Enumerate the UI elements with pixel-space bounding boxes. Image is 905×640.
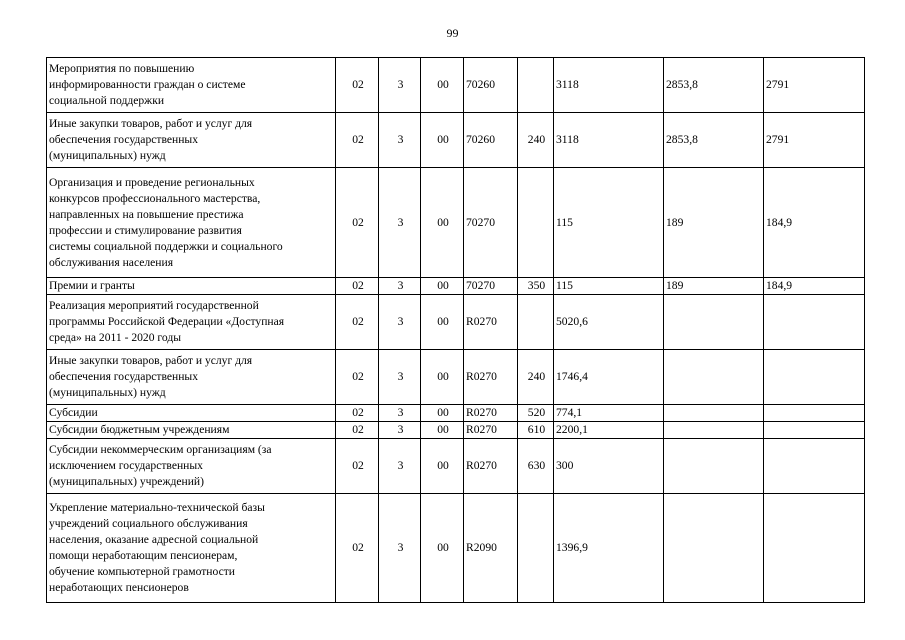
amount-3-cell: 184,9 xyxy=(764,168,865,278)
expense-type-cell: 350 xyxy=(518,278,554,295)
amount-2-cell xyxy=(664,494,764,603)
name-line: Иные закупки товаров, работ и услуг для xyxy=(49,354,253,367)
expense-type-cell xyxy=(518,295,554,350)
amount-1-cell: 2200,1 xyxy=(554,422,664,439)
subsection-cell: 3 xyxy=(379,350,421,405)
section-cell: 02 xyxy=(336,350,379,405)
name-line: Премии и гранты xyxy=(49,279,135,292)
amount-1-cell: 3118 xyxy=(554,58,664,113)
subsection-cell: 3 xyxy=(379,405,421,422)
expense-type-cell: 240 xyxy=(518,350,554,405)
table-row xyxy=(47,494,865,603)
amount-2-cell xyxy=(664,439,764,494)
row-name-cell xyxy=(47,494,336,603)
amount-1-cell: 3118 xyxy=(554,113,664,168)
section-cell: 02 xyxy=(336,295,379,350)
row-name-cell xyxy=(47,405,336,422)
amount-2-cell: 2853,8 xyxy=(664,113,764,168)
section-cell: 02 xyxy=(336,439,379,494)
program-cell: 00 xyxy=(421,113,464,168)
amount-2-cell xyxy=(664,350,764,405)
name-line: профессии и стимулирование развития xyxy=(49,223,242,237)
code-cell: R0270 xyxy=(464,422,518,439)
amount-3-cell xyxy=(764,405,865,422)
subsection-cell: 3 xyxy=(379,278,421,295)
amount-3-cell: 184,9 xyxy=(764,278,865,295)
name-line: информированности граждан о системе xyxy=(49,78,246,91)
name-line: среда» на 2011 - 2020 годы xyxy=(49,331,182,344)
program-cell: 00 xyxy=(421,278,464,295)
name-line: направленных на повышение престижа xyxy=(49,207,244,221)
subsection-cell: 3 xyxy=(379,439,421,494)
amount-2-cell: 2853,8 xyxy=(664,58,764,113)
row-name-cell xyxy=(47,350,336,405)
amount-1-cell: 115 xyxy=(554,168,664,278)
subsection-cell: 3 xyxy=(379,168,421,278)
amount-2-cell xyxy=(664,405,764,422)
row-name-cell xyxy=(47,422,336,439)
name-line: Мероприятия по повышению xyxy=(49,62,195,75)
name-line: Иные закупки товаров, работ и услуг для xyxy=(49,117,253,130)
name-line: социальной поддержки xyxy=(49,94,165,107)
name-line: исключением государственных xyxy=(49,459,203,472)
table-row xyxy=(47,439,865,494)
name-line: Укрепление материально-технической базы xyxy=(49,501,265,514)
name-line: Субсидии некоммерческим организациям (за xyxy=(49,443,272,456)
table-row xyxy=(47,422,865,439)
table-row xyxy=(47,58,865,113)
code-cell: R0270 xyxy=(464,295,518,350)
table-row xyxy=(47,168,865,278)
name-line: системы социальной поддержки и социального xyxy=(49,239,283,253)
expense-type-cell: 630 xyxy=(518,439,554,494)
name-line: Организация и проведение региональных xyxy=(49,175,255,189)
section-cell: 02 xyxy=(336,422,379,439)
amount-1-cell: 1396,9 xyxy=(554,494,664,603)
amount-3-cell xyxy=(764,350,865,405)
name-line: программы Российской Федерации «Доступная xyxy=(49,315,285,328)
program-cell: 00 xyxy=(421,58,464,113)
table-row xyxy=(47,405,865,422)
name-line: учреждений социального обслуживания xyxy=(49,517,248,530)
name-line: обслуживания населения xyxy=(49,255,174,269)
name-line: неработающих пенсионеров xyxy=(49,581,189,594)
section-cell: 02 xyxy=(336,58,379,113)
amount-3-cell xyxy=(764,295,865,350)
section-cell: 02 xyxy=(336,168,379,278)
section-cell: 02 xyxy=(336,405,379,422)
name-line: Субсидии xyxy=(49,406,98,419)
name-line: конкурсов профессионального мастерства, xyxy=(49,191,261,205)
subsection-cell: 3 xyxy=(379,295,421,350)
code-cell: R0270 xyxy=(464,439,518,494)
program-cell: 00 xyxy=(421,422,464,439)
expense-type-cell: 240 xyxy=(518,113,554,168)
amount-1-cell: 300 xyxy=(554,439,664,494)
amount-2-cell xyxy=(664,422,764,439)
row-name-cell xyxy=(47,58,336,113)
code-cell: 70270 xyxy=(464,278,518,295)
amount-2-cell xyxy=(664,295,764,350)
table-row xyxy=(47,295,865,350)
amount-1-cell: 115 xyxy=(554,278,664,295)
subsection-cell: 3 xyxy=(379,494,421,603)
page-number: 99 xyxy=(446,26,459,40)
table-row xyxy=(47,278,865,295)
name-line: населения, оказание адресной социальной xyxy=(49,533,259,546)
name-line: (муниципальных) учреждений) xyxy=(49,475,204,488)
name-line: (муниципальных) нужд xyxy=(49,149,166,162)
amount-3-cell xyxy=(764,422,865,439)
row-name-cell xyxy=(47,278,336,295)
row-name-cell xyxy=(47,295,336,350)
code-cell: 70260 xyxy=(464,58,518,113)
name-line: Субсидии бюджетным учреждениям xyxy=(49,423,230,436)
section-cell: 02 xyxy=(336,113,379,168)
subsection-cell: 3 xyxy=(379,58,421,113)
code-cell: R0270 xyxy=(464,350,518,405)
name-line: помощи неработающим пенсионерам, xyxy=(49,549,238,562)
name-line: обеспечения государственных xyxy=(49,370,199,383)
expense-type-cell: 520 xyxy=(518,405,554,422)
row-name-cell xyxy=(47,439,336,494)
name-line: обеспечения государственных xyxy=(49,133,199,146)
expense-type-cell xyxy=(518,58,554,113)
budget-table xyxy=(46,57,865,603)
subsection-cell: 3 xyxy=(379,422,421,439)
name-line: Реализация мероприятий государственной xyxy=(49,299,259,312)
expense-type-cell xyxy=(518,494,554,603)
program-cell: 00 xyxy=(421,439,464,494)
program-cell: 00 xyxy=(421,350,464,405)
amount-2-cell: 189 xyxy=(664,168,764,278)
amount-3-cell xyxy=(764,439,865,494)
expense-type-cell: 610 xyxy=(518,422,554,439)
section-cell: 02 xyxy=(336,494,379,603)
row-name-cell xyxy=(47,168,336,278)
code-cell: R2090 xyxy=(464,494,518,603)
name-line: (муниципальных) нужд xyxy=(49,386,166,399)
amount-2-cell: 189 xyxy=(664,278,764,295)
code-cell: 70260 xyxy=(464,113,518,168)
program-cell: 00 xyxy=(421,295,464,350)
program-cell: 00 xyxy=(421,494,464,603)
expense-type-cell xyxy=(518,168,554,278)
code-cell: 70270 xyxy=(464,168,518,278)
code-cell: R0270 xyxy=(464,405,518,422)
amount-3-cell xyxy=(764,494,865,603)
row-name-cell xyxy=(47,113,336,168)
subsection-cell: 3 xyxy=(379,113,421,168)
program-cell: 00 xyxy=(421,168,464,278)
amount-1-cell: 774,1 xyxy=(554,405,664,422)
amount-1-cell: 1746,4 xyxy=(554,350,664,405)
table-row xyxy=(47,113,865,168)
amount-1-cell: 5020,6 xyxy=(554,295,664,350)
table-row xyxy=(47,350,865,405)
name-line: обучение компьютерной грамотности xyxy=(49,565,236,578)
table-body xyxy=(47,58,865,603)
amount-3-cell: 2791 xyxy=(764,58,865,113)
program-cell: 00 xyxy=(421,405,464,422)
amount-3-cell: 2791 xyxy=(764,113,865,168)
section-cell: 02 xyxy=(336,278,379,295)
